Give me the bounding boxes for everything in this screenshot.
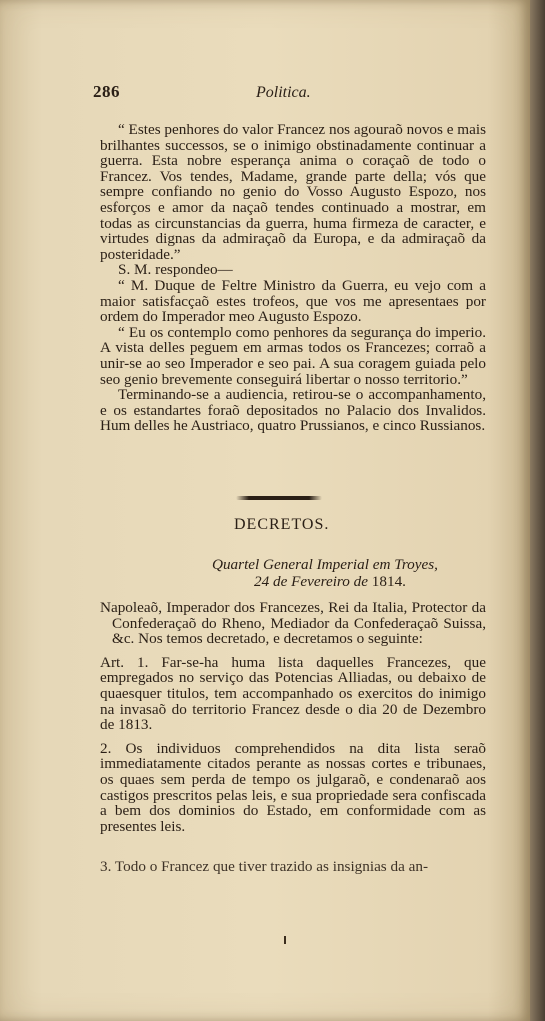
page-header: [93, 82, 493, 106]
article: 2. Os individuos comprehendidos na dita lista seraõ immediatamente citados perante as nossas cortes e tribunaes, os quaes sem perda de tempo os julgaraõ, e condenaraõ aos castigos prescritos pelas leis, e sua propriedade sera confiscada a bem dos dominios do Estado, em conformidade com as presentes leis.: [100, 739, 486, 835]
dateline-date: 24 de Fevereiro de: [254, 573, 368, 590]
dateline: [212, 556, 472, 590]
paragraph: “ Estes penhores do valor Francez nos agouraõ novos e mais brilhantes successos, se o inimigo obstinadamente continuar a guerra. Esta nobre esperança anima o coraçaõ de todo o Francez. Vos tendes, Madame, grande parte della; vós que sempre confiando no genio do Vosso Augusto Espozo, nos esforços e amor da naçaõ tendes continuado a mostrar, em todas as circunstancias da guerra, huma firmeza de caracter, e virtudes dignas da admiraçaõ da Europa, e da admiraçaõ da posteridade.”: [100, 121, 486, 263]
running-head: Politica.: [256, 84, 311, 101]
binding-gutter: [530, 0, 545, 1021]
paragraph: Terminando-se a audiencia, retirou-se o accompanhamento, e os estandartes foraõ depositados no Palacio dos Invalidos. Hum delles he Austriaco, quatro Prussianos, e cinco Russianos.: [100, 386, 486, 435]
paragraph: “ M. Duque de Feltre Ministro da Guerra, eu vejo com a maior satisfacçaõ estes trofeos, que vos me apresentaes por ordem do Imperador meo Augusto Espozo.: [100, 276, 486, 326]
section-divider: [236, 496, 322, 502]
paragraph: “ Eu os contemplo como penhores da segurança do imperio. A vista delles peguem em armas todos os Francezes; corraõ a unir-se ao seo Imperador e seo pai. A sua coragem guiada pelo seo genio brevemente conseguirá libertar o nosso territorio.”: [100, 323, 486, 388]
paragraph: S. M. respondeo—: [118, 261, 233, 279]
dateline-year: 1814.: [371, 573, 406, 590]
dateline-place: Quartel General Imperial em Troyes,: [212, 556, 438, 573]
decree-text: [100, 600, 486, 842]
section-heading: DECRETOS.: [234, 516, 330, 533]
ink-spot: [284, 936, 286, 944]
article: Art. 1. Far-se-ha huma lista daquelles Francezes, que empregados no serviço das Potencias Alliadas, ou debaixo de quaesquer titulos, tem accompanhado os exercitos do inimigo na invasaõ do territorio Francez desde o dia 20 de Dezembro de 1813.: [100, 653, 486, 734]
speech-text: [100, 122, 486, 434]
dateline-date-line: [212, 573, 472, 590]
preamble: Napoleaõ, Imperador dos Francezes, Rei da Italia, Protector da Confederaçaõ do Rheno, Mediador da Confederaçaõ Suissa, &c. Nos temos decretado, e decretamos o seguinte:: [100, 599, 486, 648]
catchline: 3. Todo o Francez que tiver trazido as insignias da an-: [100, 858, 429, 875]
page-number: 286: [93, 82, 120, 101]
